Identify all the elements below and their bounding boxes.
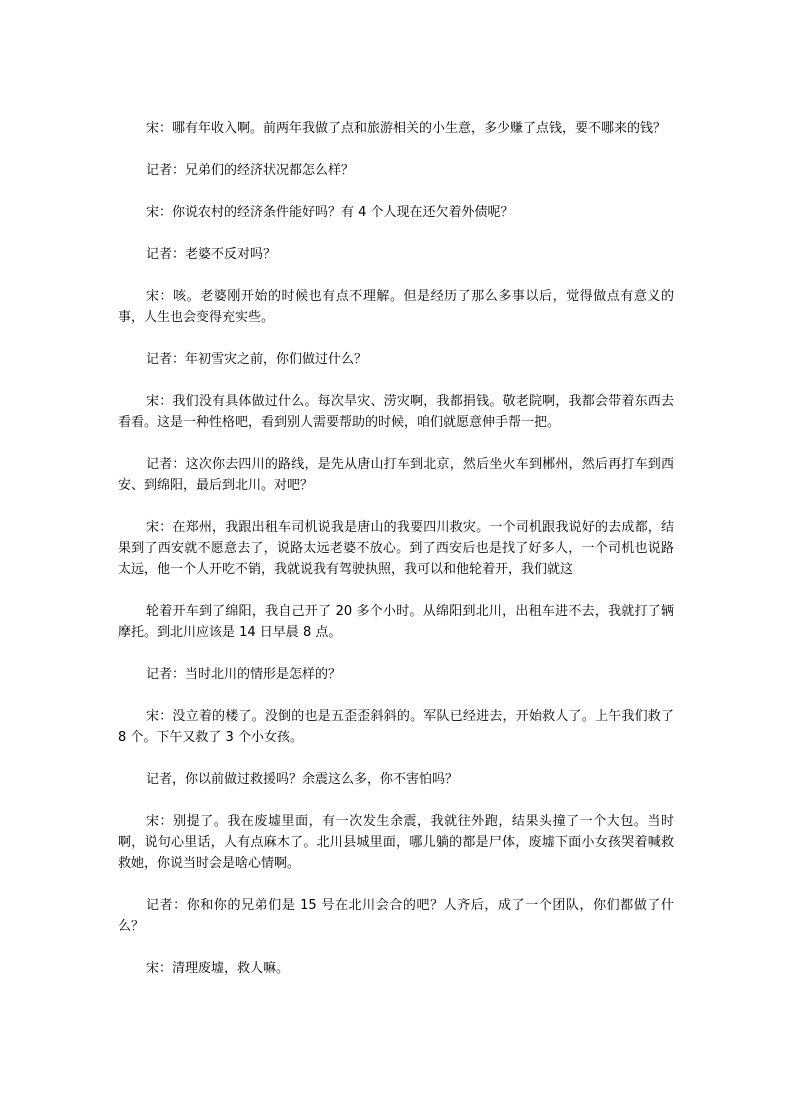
paragraph-8: 记者：这次你去四川的路线，是先从唐山打车到北京，然后坐火车到郴州，然后再打车到西安、到绵阳，最后到北川。对吧？ xyxy=(118,457,674,493)
paragraph-14: 宋：别提了。我在废墟里面，有一次发生余震，我就往外跑，结果头撞了一个大包。当时啊，说句心里话，人有点麻木了。北川县城里面，哪儿躺的都是尸体，废墟下面小女孩哭着喊救救她，你说当时会是啥心情啊。 xyxy=(118,814,674,871)
paragraph-6: 记者：年初雪灾之前，你们做过什么？ xyxy=(146,352,368,367)
paragraph-13: 记者，你以前做过救援吗？余震这么多，你不害怕吗？ xyxy=(146,772,459,787)
paragraph-1: 宋：哪有年收入啊。前两年我做了点和旅游相关的小生意，多少赚了点钱，要不哪来的钱？ xyxy=(146,121,667,136)
paragraph-4: 记者：老婆不反对吗？ xyxy=(146,247,277,262)
paragraph-7: 宋：我们没有具体做过什么。每次旱灾、涝灾啊，我都捐钱。敬老院啊，我都会带着东西去看看。这是一种性格吧，看到别人需要帮助的时候，咱们就愿意伸手帮一把。 xyxy=(118,394,674,430)
paragraph-12: 宋：没立着的楼了。没倒的也是五歪歪斜斜的。军队已经进去，开始救人了。上午我们救了 8 个。下午又救了 3 个小女孩。 xyxy=(118,709,674,745)
paragraph-9: 宋：在郑州，我跟出租车司机说我是唐山的我要四川救灾。一个司机跟我说好的去成都，结果到了西安就不愿意去了，说路太远老婆不放心。到了西安后也是找了好多人，一个司机也说路太远，他一个人开吃不销，我就说我有驾驶执照，我可以和他轮着开，我们就这 xyxy=(118,520,674,577)
paragraph-10: 轮着开车到了绵阳，我自己开了 20 多个小时。从绵阳到北川，出租车进不去，我就打了辆摩托。到北川应该是 14 日早晨 8 点。 xyxy=(118,604,674,640)
paragraph-3: 宋：你说农村的经济条件能好吗？有 4 个人现在还欠着外债呢？ xyxy=(146,205,514,220)
paragraph-15: 记者：你和你的兄弟们是 15 号在北川会合的吧？人齐后，成了一个团队，你们都做了什么？ xyxy=(118,898,674,934)
paragraph-16: 宋：清理废墟，救人嘛。 xyxy=(146,961,290,976)
paragraph-2: 记者：兄弟们的经济状况都怎么样？ xyxy=(146,163,355,178)
document-page xyxy=(118,118,674,1000)
paragraph-5: 宋：咳。老婆刚开始的时候也有点不理解。但是经历了那么多事以后，觉得做点有意义的事，人生也会变得充实些。 xyxy=(118,289,674,325)
paragraph-11: 记者：当时北川的情形是怎样的？ xyxy=(146,667,342,682)
